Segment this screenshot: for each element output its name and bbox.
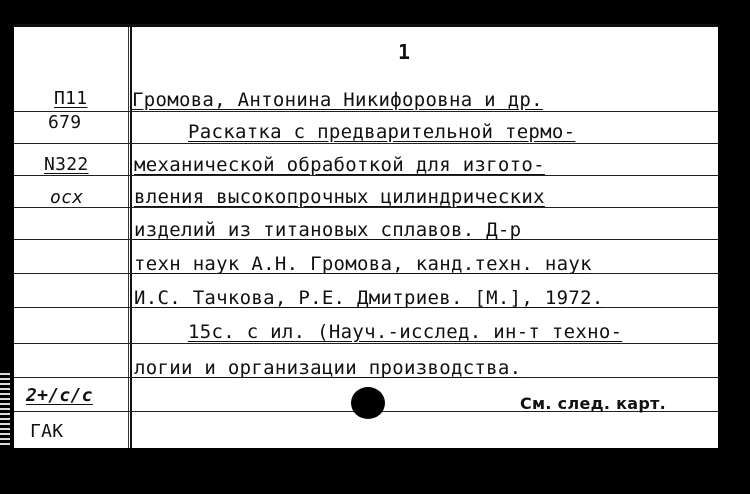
text-line-9: логии и организации производства. (134, 357, 522, 379)
text-line-5: изделий из титановых сплавов. Д-р (134, 219, 522, 241)
margin-line-inner (128, 27, 129, 448)
shelf-mark-3: N322 (44, 154, 89, 175)
catalog-card (14, 24, 718, 448)
text-line-3: механической обработкой для изгото- (134, 154, 545, 176)
shelf-mark-4: осх (50, 187, 84, 208)
author-line: Громова, Антонина Никифоровна и др. (132, 89, 543, 111)
ink-blot (351, 387, 385, 419)
rule (14, 343, 718, 344)
handwritten-code: 2+/c/c (26, 385, 93, 406)
text-line-2: Раскатка с предварительной термо- (188, 121, 576, 143)
rule (14, 111, 718, 112)
text-line-8: 15с. с ил. (Науч.-исслед. ин-т техно- (188, 321, 623, 343)
stamp-label: ГАК (30, 421, 64, 442)
page-number: 1 (398, 40, 411, 64)
continued-note: См. след. карт. (520, 394, 667, 413)
shelf-mark-1: П11 (54, 88, 88, 109)
rule (14, 143, 718, 144)
shelf-mark-2: 679 (48, 112, 82, 133)
text-line-6: техн наук А.Н. Громова, канд.техн. наук (134, 253, 592, 275)
text-line-4: вления высокопрочных цилиндрических (134, 186, 545, 208)
text-line-7: И.С. Тачкова, Р.Е. Дмитриев. [М.], 1972. (134, 287, 604, 309)
scan-edge-strip (0, 370, 10, 448)
